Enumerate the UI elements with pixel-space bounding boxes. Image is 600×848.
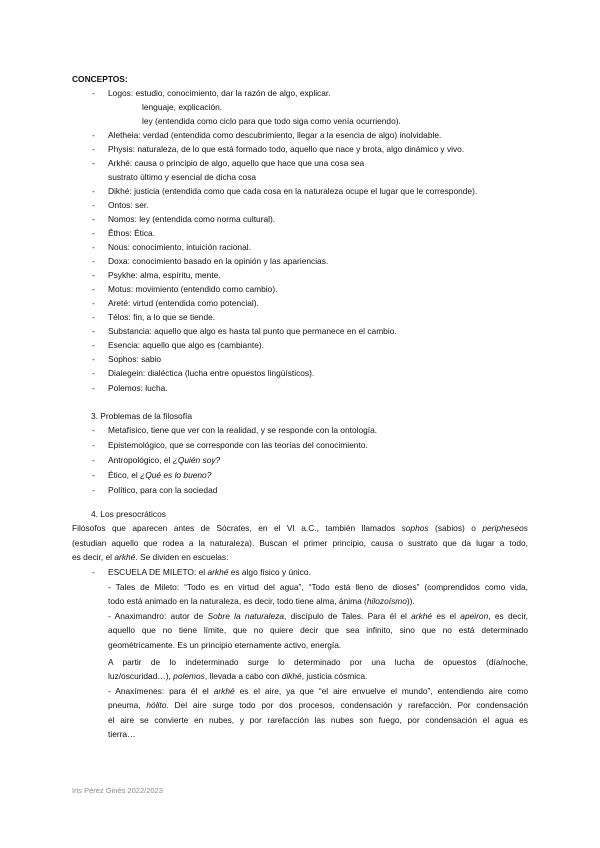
section3-item-4: Ético, el ¿Qué es lo bueno?: [108, 470, 212, 480]
concept-item: Aletheia: verdad (entendida como descubrimiento, llegar a la esencia de algo) inolvidable.: [108, 130, 442, 140]
concept-definition: ley (entendida como norma cultural).: [139, 214, 276, 224]
concept-item: Doxa: conocimiento basado en la opinión y las apariencias.: [108, 256, 329, 266]
bullet-dash: -: [92, 270, 95, 280]
anaximenes-line-4: tierra…: [108, 729, 136, 739]
concept-term: Êthos: [108, 228, 130, 238]
concept-item: Sophos: sabio: [108, 354, 162, 364]
section3-item-3: Antropológico, el ¿Quién soy?: [108, 455, 221, 465]
concept-term: Motus: [108, 284, 131, 294]
arkhe-extra: sustrato último y esencial de dicha cosa: [108, 172, 257, 182]
bullet-dash: -: [92, 440, 95, 450]
concept-definition: Ética.: [134, 228, 156, 238]
concept-term: Sophos: [108, 354, 137, 364]
bullet-dash: -: [92, 455, 95, 465]
concept-definition: fin, a lo que se tiende.: [133, 312, 216, 322]
concept-item: Motus: movimiento (entendido como cambio).: [108, 284, 278, 294]
concept-term: Ontos: [108, 200, 131, 210]
anaximandro-line-3: geométricamente. Es un principio eternamente activo, energía.: [108, 640, 342, 650]
concept-definition: movimiento (entendido como cambio).: [135, 284, 278, 294]
concept-definition: lucha.: [145, 383, 168, 393]
concept-term: Arkhé: [108, 158, 130, 168]
bullet-dash: -: [92, 470, 95, 480]
tales-line-1: - Tales de Mileto: “Todo es en virtud del agua”, “Todo está lleno de dioses” (comprendidos como vida,: [108, 582, 528, 592]
concept-item: Logos: estudio, conocimiento, dar la razón de algo, explicar.: [108, 88, 331, 98]
page-footer: Iris Pérez Ginés 2022/2023: [72, 786, 163, 795]
intro-line-1: Filósofos que aparecen antes de Sócrates, en el VI a.C., también llamados sophos (sabios) o peripheseos: [72, 523, 528, 533]
concept-item: Areté: virtud (entendida como potencial).: [108, 298, 259, 308]
bullet-dash: -: [92, 200, 95, 210]
bullet-dash: -: [92, 425, 95, 435]
bullet-dash: -: [92, 485, 95, 495]
concept-term: Physis: [108, 144, 133, 154]
bullet-dash: -: [92, 368, 95, 378]
concept-definition: virtud (entendida como potencial).: [132, 298, 259, 308]
bullet-dash: -: [92, 312, 95, 322]
bullet-dash: -: [92, 228, 95, 238]
anaximandro-line-5: luz/oscuridad…), polemos, llevada a cabo con dikhé, justicia cósmica.: [108, 671, 368, 681]
bullet-dash: -: [92, 256, 95, 266]
anaximandro-line-4: A partir de lo indeterminado surge lo determinado por una lucha de opuestos (día/noche,: [108, 657, 528, 667]
bullet-dash: -: [92, 298, 95, 308]
concept-term: Nous: [108, 242, 128, 252]
anaximenes-line-3: el aire se convierte en nubes, y por rarefacción las nubes son fuego, por condensación el agua es: [108, 715, 528, 725]
concept-term: Aletheia: [108, 130, 139, 140]
bullet-dash: -: [92, 284, 95, 294]
page-heading: CONCEPTOS:: [72, 74, 128, 84]
concept-item: Psykhe: alma, espíritu, mente.: [108, 270, 221, 280]
concept-definition: conocimiento, intuición racional.: [132, 242, 251, 252]
concept-item: Dikhé: justicia (entendida como que cada cosa en la naturaleza ocupe el lugar que le corresponde).: [108, 186, 478, 196]
bullet-dash: -: [92, 88, 95, 98]
concept-definition: dialéctica (lucha entre opuestos lingüísticos).: [147, 368, 315, 378]
concept-term: Dikhé: [108, 186, 130, 196]
concept-definition: estudio, conocimiento, dar la razón de algo, explicar.: [135, 88, 331, 98]
concept-item: Dialegein: dialéctica (lucha entre opuestos lingüísticos).: [108, 368, 315, 378]
concept-definition: naturaleza, de lo que está formado todo, aquello que nace y brota, algo dinámico y vivo.: [137, 144, 465, 154]
intro-line-2: (estudian aquello que rodea a la naturaleza). Buscan el primer principio, causa o sustrato que da lugar a todo,: [72, 538, 528, 548]
concept-definition: justicia (entendida como que cada cosa en la naturaleza ocupe el lugar que le corresponde).: [134, 186, 478, 196]
concept-definition: aquello que algo es hasta tal punto que permanece en el cambio.: [154, 326, 397, 336]
bullet-dash: -: [92, 354, 95, 364]
concept-item: Substancia: aquello que algo es hasta tal punto que permanece en el cambio.: [108, 326, 397, 336]
concept-term: Psykhe: [108, 270, 136, 280]
anaximenes-line-2: pneuma, hólito. Del aire surge todo por dos procesos, condensación y rarefacción. Por condensación: [108, 700, 529, 710]
concept-item: Arkhé: causa o principio de algo, aquello que hace que una cosa sea: [108, 158, 365, 168]
concept-definition: conocimiento basado en la opinión y las apariencias.: [132, 256, 329, 266]
section3-item-5: Político, para con la sociedad: [108, 485, 218, 495]
concept-term: Areté: [108, 298, 129, 308]
section3-item-1: Metafísico, tiene que ver con la realidad, y se responde con la ontología.: [108, 425, 378, 435]
bullet-dash: -: [92, 567, 95, 577]
section3-item-2: Epistemológico, que se corresponde con las teorías del conocimiento.: [108, 440, 368, 450]
concept-item: Ontos: ser.: [108, 200, 149, 210]
intro-line-3: es decir, el arkhé. Se dividen en escuelas:: [72, 552, 229, 562]
bullet-dash: -: [92, 383, 95, 393]
bullet-dash: -: [92, 326, 95, 336]
bullet-dash: -: [92, 242, 95, 252]
concept-definition: alma, espíritu, mente.: [140, 270, 221, 280]
concept-term: Nomos: [108, 214, 135, 224]
concept-item: Êthos: Ética.: [108, 228, 156, 238]
concept-term: Dialegein: [108, 368, 143, 378]
concept-item: Physis: naturaleza, de lo que está formado todo, aquello que nace y brota, algo dinámico y vivo.: [108, 144, 465, 154]
bullet-dash: -: [92, 144, 95, 154]
concept-term: Logos: [108, 88, 131, 98]
anaximandro-line-1: - Anaximandro: autor de Sobre la naturaleza, discípulo de Tales. Para él el arkhé es el apeiron, es decir,: [108, 611, 528, 621]
concept-definition: aquello que algo es (cambiante).: [142, 340, 264, 350]
concept-definition: causa o principio de algo, aquello que hace que una cosa sea: [134, 158, 365, 168]
bullet-dash: -: [92, 130, 95, 140]
concept-term: Polemos: [108, 383, 141, 393]
concept-item: Polemos: lucha.: [108, 383, 168, 393]
anaximenes-line-1: - Anaxímenes: para él el arkhé es el aire, ya que “el aire envuelve el mundo”, entendiendo aire como: [108, 686, 529, 696]
tales-line-2: todo está animado en la naturaleza, es decir, todo tiene alma, ánima (hilozoísmo)).: [108, 596, 415, 606]
concept-definition: ser.: [135, 200, 149, 210]
bullet-dash: -: [92, 158, 95, 168]
concept-definition: verdad (entendida como descubrimiento, llegar a la esencia de algo) inolvidable.: [142, 130, 442, 140]
concept-item: Nous: conocimiento, intuición racional.: [108, 242, 251, 252]
section3-title: 3. Problemas de la filosofía: [91, 411, 193, 421]
concept-definition: sabio: [141, 354, 162, 364]
concept-item: Télos: fin, a lo que se tiende.: [108, 312, 216, 322]
logos-extra-2: ley (entendida como ciclo para que todo siga como venía ocurriendo).: [142, 116, 401, 126]
concept-term: Substancia: [108, 326, 150, 336]
section4-title: 4. Los presocráticos: [91, 509, 166, 519]
concept-term: Doxa: [108, 256, 128, 266]
bullet-dash: -: [92, 214, 95, 224]
logos-extra-1: lenguaje, explicación.: [142, 102, 223, 112]
concept-term: Télos: [108, 312, 129, 322]
mileto-heading: ESCUELA DE MILETO: el arkhé es algo físico y único.: [108, 567, 311, 577]
bullet-dash: -: [92, 340, 95, 350]
concept-term: Esencia: [108, 340, 138, 350]
concept-item: Esencia: aquello que algo es (cambiante).: [108, 340, 264, 350]
concept-item: Nomos: ley (entendida como norma cultural).: [108, 214, 276, 224]
anaximandro-line-2: aquello que no tiene límite, que no quiere decir que sea infinito, sino que no está determinado: [108, 625, 528, 635]
bullet-dash: -: [92, 186, 95, 196]
